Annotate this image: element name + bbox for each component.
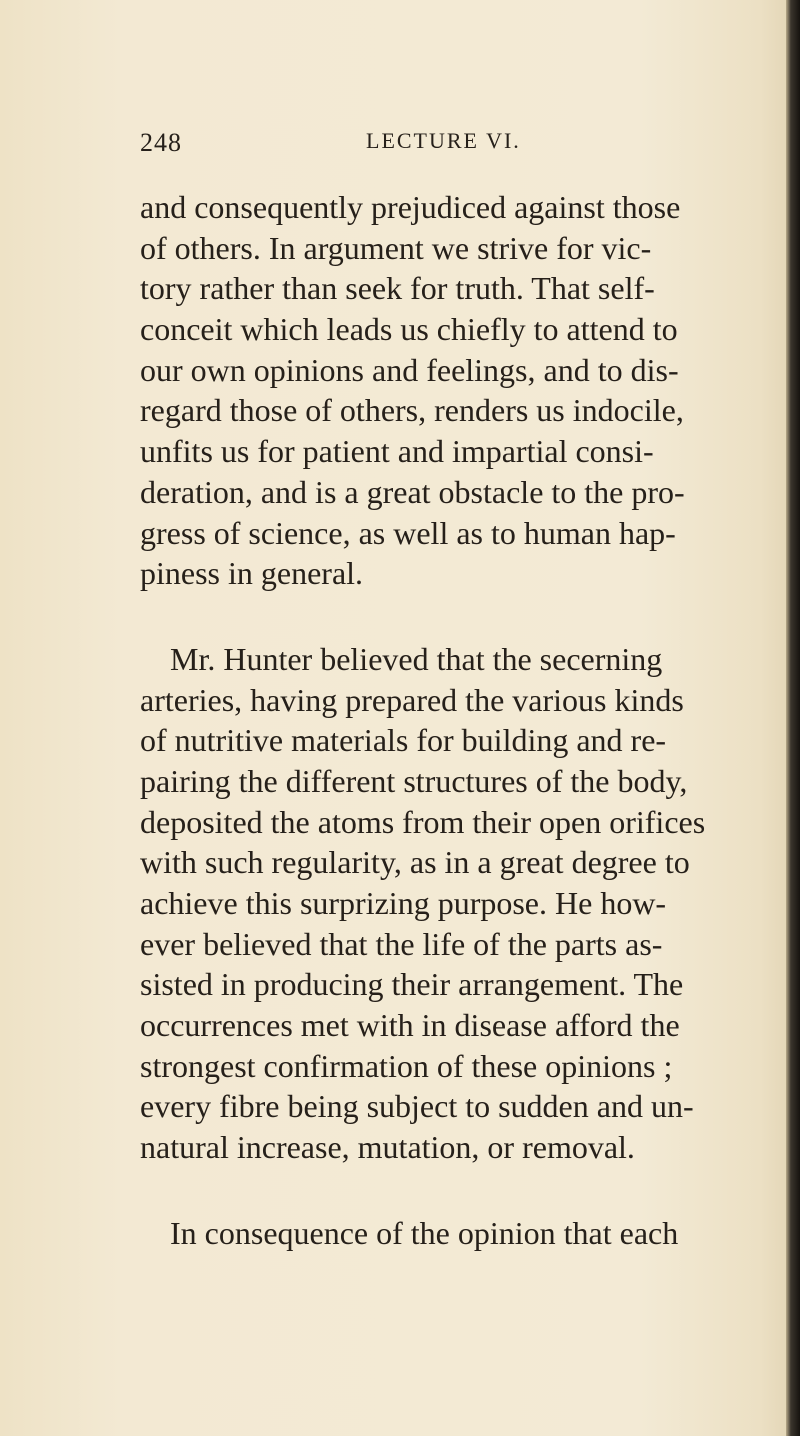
text-line: In consequence of the opinion that each (170, 1214, 679, 1251)
text-line: piness in general. (140, 555, 364, 592)
page-number: 248 (140, 128, 182, 157)
text-line: occurrences met with in disease afford the (140, 1007, 680, 1044)
text-line: of nutritive materials for building and re- (140, 722, 667, 759)
text-line: of others. In argument we strive for vic- (140, 229, 652, 266)
text-line: gress of science, as well as to human hap- (140, 514, 676, 551)
text-line: regard those of others, renders us indocile, (140, 392, 684, 429)
text-line: deration, and is a great obstacle to the pro- (140, 473, 685, 510)
paragraph-2 (140, 639, 765, 1168)
text-line: natural increase, mutation, or removal. (140, 1129, 635, 1166)
text-line: deposited the atoms from their open orifices (140, 803, 706, 840)
text-line: strongest confirmation of these opinions ; (140, 1047, 673, 1084)
paragraph-1 (140, 187, 765, 594)
text-line: tory rather than seek for truth. That self- (140, 270, 655, 307)
text-line: arteries, having prepared the various kinds (140, 681, 684, 718)
paragraph-3 (140, 1213, 765, 1254)
paragraph-gap (140, 594, 765, 639)
text-line: and consequently prejudiced against those (140, 189, 681, 225)
text-line: with such regularity, as in a great degree to (140, 844, 690, 881)
text-line: our own opinions and feelings, and to dis- (140, 351, 679, 388)
text-line: pairing the different structures of the body, (140, 762, 688, 799)
text-line: Mr. Hunter believed that the secerning (170, 640, 663, 677)
page-edge (786, 0, 800, 1436)
body-text (140, 187, 765, 1254)
page-header (140, 128, 760, 162)
text-line: every fibre being subject to sudden and un- (140, 1088, 694, 1125)
text-line: conceit which leads us chiefly to attend to (140, 311, 678, 348)
text-line: achieve this surprizing purpose. He how- (140, 885, 667, 921)
running-head: LECTURE VI. (366, 128, 521, 153)
paragraph-gap (140, 1168, 765, 1213)
text-line: sisted in producing their arrangement. The (140, 966, 684, 1003)
text-line: unfits us for patient and impartial consi- (140, 433, 654, 470)
text-line: ever believed that the life of the parts as- (140, 925, 663, 962)
